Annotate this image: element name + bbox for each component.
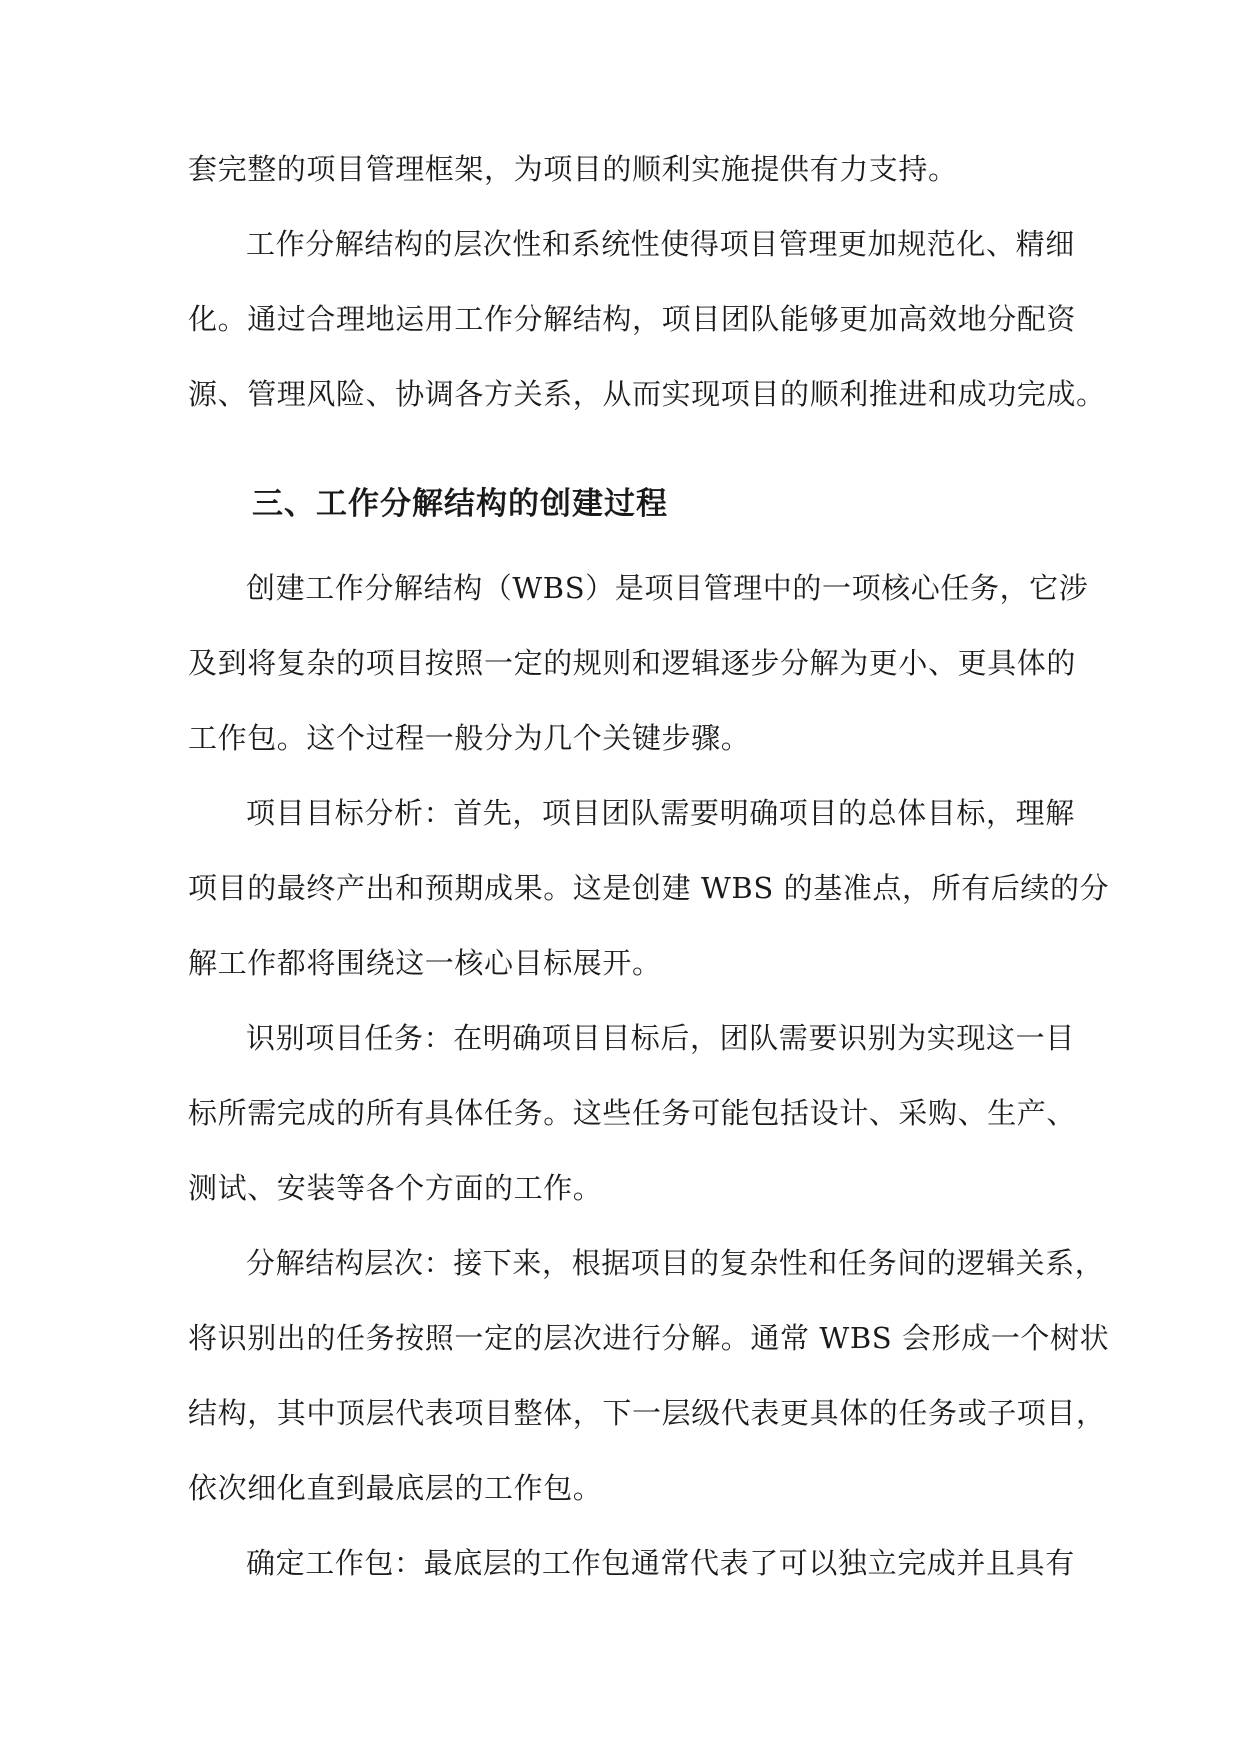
paragraph-line: 确定工作包：最底层的工作包通常代表了可以独立完成并且具有 — [246, 1546, 1075, 1580]
paragraph-line: 项目目标分析：首先，项目团队需要明确项目的总体目标，理解 — [246, 796, 1075, 830]
section-heading: 三、工作分解结构的创建过程 — [252, 486, 668, 522]
paragraph-line: 识别项目任务：在明确项目目标后，团队需要识别为实现这一目 — [246, 1021, 1075, 1055]
paragraph-line: 标所需完成的所有具体任务。这些任务可能包括设计、采购、生产、 — [188, 1096, 1077, 1130]
paragraph-line: 源、管理风险、协调各方关系，从而实现项目的顺利推进和成功完成。 — [188, 377, 1106, 411]
paragraph-line: 将识别出的任务按照一定的层次进行分解。通常 WBS 会形成一个树状 — [188, 1321, 1110, 1355]
paragraph-line: 测试、安装等各个方面的工作。 — [188, 1171, 603, 1205]
paragraph-line: 工作包。这个过程一般分为几个关键步骤。 — [188, 721, 751, 755]
paragraph-line: 分解结构层次：接下来，根据项目的复杂性和任务间的逻辑关系， — [246, 1246, 1105, 1280]
paragraph-line: 套完整的项目管理框架，为项目的顺利实施提供有力支持。 — [188, 152, 958, 186]
paragraph-line: 依次细化直到最底层的工作包。 — [188, 1471, 603, 1505]
paragraph-line: 化。通过合理地运用工作分解结构，项目团队能够更加高效地分配资 — [188, 302, 1077, 336]
paragraph-line: 项目的最终产出和预期成果。这是创建 WBS 的基准点，所有后续的分 — [188, 871, 1110, 905]
paragraph-line: 解工作都将围绕这一核心目标展开。 — [188, 946, 662, 980]
paragraph-line: 及到将复杂的项目按照一定的规则和逻辑逐步分解为更小、更具体的 — [188, 646, 1077, 680]
paragraph-line: 创建工作分解结构（WBS）是项目管理中的一项核心任务，它涉 — [246, 571, 1089, 605]
paragraph-line: 结构，其中顶层代表项目整体，下一层级代表更具体的任务或子项目， — [188, 1396, 1106, 1430]
paragraph-line: 工作分解结构的层次性和系统性使得项目管理更加规范化、精细 — [246, 227, 1075, 261]
